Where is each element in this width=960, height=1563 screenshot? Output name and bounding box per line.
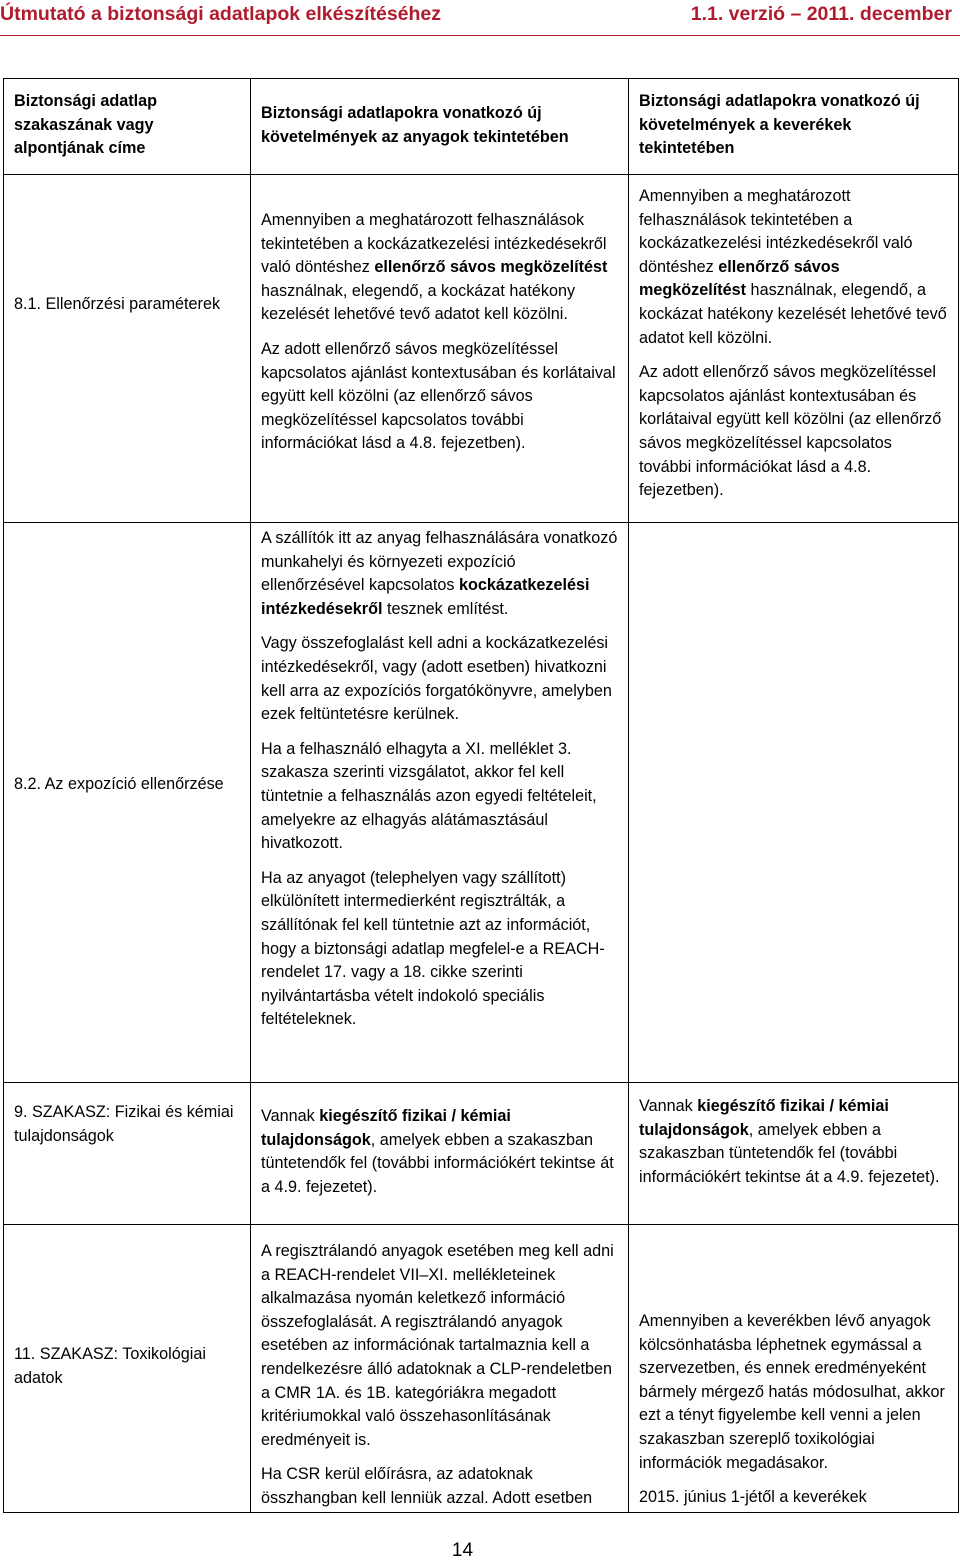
column-header: Biztonsági adatlapokra vonatkozó új követelmények az anyagok tekintetében [251,79,629,175]
page-number: 14 [451,1540,474,1561]
mixture-requirements-empty [629,523,959,1083]
paragraph: Ha a felhasználó elhagyta a XI. melléklet 3. szakasza szerinti vizsgálatot, akkor fel kell tüntetnie a felhasználás azon egyedi feltételeit, amelyekre az elhagyás alátámasztásául hivatkozott. [261,739,597,853]
column-header: Biztonsági adatlapokra vonatkozó új követelmények a keverékek tekintetében [629,79,959,175]
substance-requirements [251,175,629,523]
paragraph: Vagy összefoglalást kell adni a kockázatkezelési intézkedésekről, vagy (adott esetben) hivatkozni kell arra az expozíciós forgatókönyvre, amelyben ezek feltüntetésre kerülnek. [261,634,612,724]
header-rule [0,35,960,36]
substance-requirements [251,523,629,1083]
table-row [4,1083,959,1225]
substance-requirements [251,1225,629,1513]
document-title: Útmutató a biztonsági adatlapok elkészítéséhez [0,3,442,25]
column-header: Biztonsági adatlap szakaszának vagy alpontjának címe [4,79,251,175]
section-title: 11. SZAKASZ: Toxikológiai adatok [4,1225,251,1513]
table-header-row [4,79,959,175]
section-title: 9. SZAKASZ: Fizikai és kémiai tulajdonságok [4,1083,251,1225]
table-row [4,1225,959,1513]
section-title: 8.2. Az expozíció ellenőrzése [4,523,251,1083]
substance-requirements [251,1083,629,1225]
mixture-requirements [629,175,959,523]
running-header [0,0,960,36]
version-label: 1.1. verzió – 2011. december [690,3,952,25]
paragraph: Amennyiben a meghatározott felhasználások tekintetében a kockázatkezelési intézkedésekről való döntéshez ellenőrző sávos megközelítést használnak, elegendő, a kockázat hatékony kezelését lehetővé tevő adatot kell közölni. [639,187,947,347]
mixture-requirements [629,1083,959,1225]
paragraph: Ha CSR kerül előírásra, az adatoknak összhangban kell lenniük azzal. Adott esetben [261,1465,593,1507]
paragraph: Az adott ellenőrző sávos megközelítéssel kapcsolatos ajánlást kontextusában és korlátaival együtt kell közölni (az ellenőrző sávos megközelítéssel kapcsolatos további információkat lásd a 4.8. fejezetben). [261,339,616,453]
mixture-requirements [629,1225,959,1513]
paragraph: 2015. június 1-jétől a keverékek [639,1488,867,1507]
paragraph: Amennyiben a meghatározott felhasználások tekintetében a kockázatkezelési intézkedésekről való döntéshez ellenőrző sávos megközelítést használnak, elegendő, a kockázat hatékony kezelését lehetővé tevő adatot kell közölni. [261,211,608,324]
paragraph: Az adott ellenőrző sávos megközelítéssel kapcsolatos ajánlást kontextusában és korlátaival együtt kell közölni (az ellenőrző sávos megközelítéssel kapcsolatos további információkat lásd a 4.8. fejezetben). [639,363,942,500]
section-title: 8.1. Ellenőrzési paraméterek [4,175,251,523]
paragraph: A szállítók itt az anyag felhasználására vonatkozó munkahelyi és környezeti expozíció ellenőrzésével kapcsolatos kockázatkezelési intézkedésekről tesznek említést. [261,529,618,618]
paragraph: A regisztrálandó anyagok esetében meg kell adni a REACH-rendelet VII–XI. mellékleteinek alkalmazása nyomán keletkező információ összefoglalását. A regisztrálandó anyagok esetében az információnak tartalmaznia kell a rendelkezésre álló adatoknak a CLP-rendeletben a CMR 1A. és 1B. kategóriákra megadott kritériumokkal való összehasonlításának eredményeit is. [261,1242,614,1449]
paragraph: Amennyiben a keverékben lévő anyagok kölcsönhatásba léphetnek egymással a szervezetben, és ennek eredményeként bármely mérgező hatás módosulhat, akkor ezt a tényt figyelembe kell venni a jelen szakaszban szereplő toxikológiai információk megadásakor. [639,1312,945,1472]
paragraph: Vannak kiegészítő fizikai / kémiai tulajdonságok, amelyek ebben a szakaszban tüntetendők fel (további információkért tekintse át a 4.9. fejezetet). [261,1107,614,1196]
table-row [4,523,959,1083]
paragraph: Ha az anyagot (telephelyen vagy szállított) elkülönített intermedierként regisztrálták, a szállítónak fel kell tüntetnie azt az információt, hogy a biztonsági adatlap megfelel-e a REACH-rendelet 17. vagy a 18. cikke szerinti nyilvántartásba vételt indokoló speciális feltételeknek. [261,868,605,1029]
requirements-table [3,78,959,1513]
table-row [4,175,959,523]
paragraph: Vannak kiegészítő fizikai / kémiai tulajdonságok, amelyek ebben a szakaszban tüntetendők fel (további információkért tekintse át a 4.9. fejezetet). [639,1097,940,1186]
